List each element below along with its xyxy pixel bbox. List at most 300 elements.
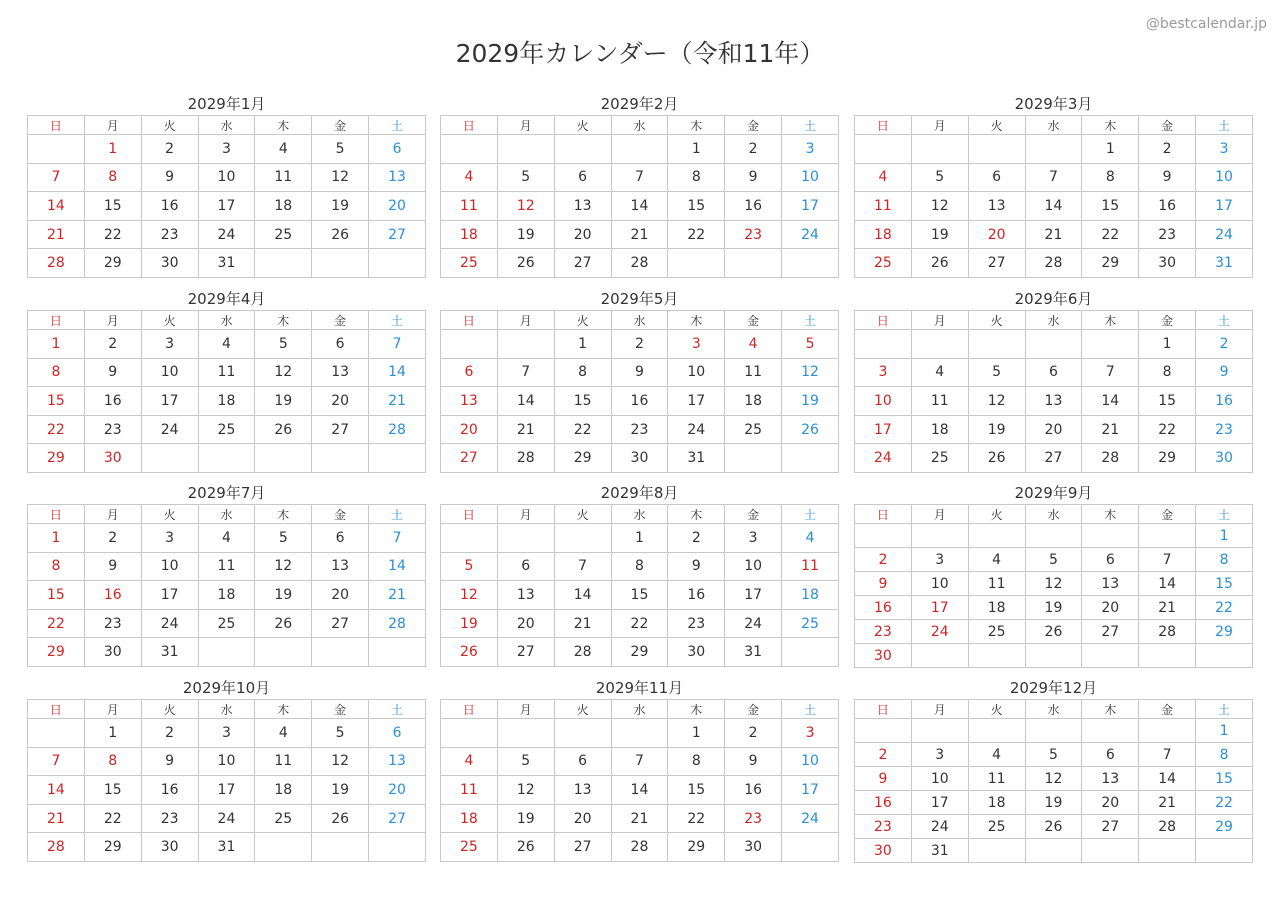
day-cell[interactable]: 16: [84, 581, 141, 610]
day-cell[interactable]: 15: [28, 387, 85, 416]
day-cell[interactable]: 21: [611, 220, 668, 249]
day-cell[interactable]: 28: [1082, 444, 1139, 473]
day-cell[interactable]: 23: [725, 220, 782, 249]
day-cell[interactable]: 18: [255, 776, 312, 805]
day-cell[interactable]: 30: [84, 638, 141, 667]
day-cell[interactable]: 21: [554, 609, 611, 638]
day-cell[interactable]: 7: [1139, 548, 1196, 572]
day-cell[interactable]: 20: [312, 581, 369, 610]
day-cell[interactable]: 23: [141, 804, 198, 833]
day-cell[interactable]: 25: [855, 249, 912, 278]
day-cell[interactable]: 7: [369, 330, 426, 359]
day-cell[interactable]: 15: [1139, 387, 1196, 416]
day-cell[interactable]: 26: [497, 249, 554, 278]
day-cell[interactable]: 15: [28, 581, 85, 610]
day-cell[interactable]: 14: [369, 552, 426, 581]
day-cell[interactable]: 21: [497, 415, 554, 444]
day-cell[interactable]: 16: [1139, 192, 1196, 221]
day-cell[interactable]: 22: [554, 415, 611, 444]
day-cell[interactable]: 11: [441, 776, 498, 805]
day-cell[interactable]: 26: [312, 220, 369, 249]
day-cell[interactable]: 5: [255, 330, 312, 359]
day-cell[interactable]: 26: [1025, 815, 1082, 839]
day-cell[interactable]: 8: [28, 358, 85, 387]
day-cell[interactable]: 7: [1025, 163, 1082, 192]
day-cell[interactable]: 19: [782, 387, 839, 416]
day-cell[interactable]: 31: [198, 249, 255, 278]
day-cell[interactable]: 6: [1082, 548, 1139, 572]
day-cell[interactable]: 14: [1082, 387, 1139, 416]
day-cell[interactable]: 15: [1082, 192, 1139, 221]
day-cell[interactable]: 25: [782, 609, 839, 638]
day-cell[interactable]: 12: [911, 192, 968, 221]
day-cell[interactable]: 27: [1025, 444, 1082, 473]
day-cell[interactable]: 28: [611, 833, 668, 862]
day-cell[interactable]: 4: [855, 163, 912, 192]
day-cell[interactable]: 22: [1082, 220, 1139, 249]
day-cell[interactable]: 9: [855, 572, 912, 596]
day-cell[interactable]: 18: [782, 581, 839, 610]
day-cell[interactable]: 22: [668, 804, 725, 833]
day-cell[interactable]: 9: [725, 163, 782, 192]
day-cell[interactable]: 9: [84, 552, 141, 581]
day-cell[interactable]: 26: [782, 415, 839, 444]
day-cell[interactable]: 28: [554, 638, 611, 667]
day-cell[interactable]: 19: [1025, 596, 1082, 620]
day-cell[interactable]: 3: [198, 719, 255, 748]
day-cell[interactable]: 16: [84, 387, 141, 416]
day-cell[interactable]: 31: [911, 839, 968, 863]
day-cell[interactable]: 3: [911, 548, 968, 572]
day-cell[interactable]: 18: [198, 581, 255, 610]
day-cell[interactable]: 3: [1196, 135, 1253, 164]
day-cell[interactable]: 23: [141, 220, 198, 249]
day-cell[interactable]: 16: [855, 791, 912, 815]
day-cell[interactable]: 24: [1196, 220, 1253, 249]
day-cell[interactable]: 18: [968, 596, 1025, 620]
day-cell[interactable]: 22: [28, 415, 85, 444]
day-cell[interactable]: 25: [441, 833, 498, 862]
day-cell[interactable]: 23: [725, 804, 782, 833]
day-cell[interactable]: 14: [28, 192, 85, 221]
day-cell[interactable]: 4: [441, 163, 498, 192]
day-cell[interactable]: 22: [84, 220, 141, 249]
day-cell[interactable]: 9: [668, 552, 725, 581]
day-cell[interactable]: 28: [497, 444, 554, 473]
day-cell[interactable]: 4: [198, 524, 255, 553]
day-cell[interactable]: 5: [312, 135, 369, 164]
day-cell[interactable]: 30: [668, 638, 725, 667]
day-cell[interactable]: 23: [668, 609, 725, 638]
day-cell[interactable]: 30: [855, 644, 912, 668]
day-cell[interactable]: 11: [255, 163, 312, 192]
day-cell[interactable]: 17: [911, 596, 968, 620]
day-cell[interactable]: 3: [911, 743, 968, 767]
day-cell[interactable]: 19: [911, 220, 968, 249]
day-cell[interactable]: 13: [497, 581, 554, 610]
day-cell[interactable]: 11: [968, 767, 1025, 791]
day-cell[interactable]: 9: [84, 358, 141, 387]
day-cell[interactable]: 29: [611, 638, 668, 667]
day-cell[interactable]: 2: [84, 330, 141, 359]
day-cell[interactable]: 14: [1139, 572, 1196, 596]
day-cell[interactable]: 6: [497, 552, 554, 581]
day-cell[interactable]: 31: [141, 638, 198, 667]
day-cell[interactable]: 11: [198, 358, 255, 387]
day-cell[interactable]: 17: [855, 415, 912, 444]
day-cell[interactable]: 21: [1025, 220, 1082, 249]
day-cell[interactable]: 31: [198, 833, 255, 862]
day-cell[interactable]: 31: [1196, 249, 1253, 278]
day-cell[interactable]: 1: [84, 719, 141, 748]
day-cell[interactable]: 2: [855, 548, 912, 572]
day-cell[interactable]: 18: [725, 387, 782, 416]
day-cell[interactable]: 7: [1139, 743, 1196, 767]
day-cell[interactable]: 11: [441, 192, 498, 221]
day-cell[interactable]: 6: [554, 747, 611, 776]
day-cell[interactable]: 8: [84, 163, 141, 192]
day-cell[interactable]: 17: [1196, 192, 1253, 221]
day-cell[interactable]: 22: [1196, 791, 1253, 815]
day-cell[interactable]: 12: [497, 776, 554, 805]
day-cell[interactable]: 25: [968, 620, 1025, 644]
day-cell[interactable]: 2: [855, 743, 912, 767]
day-cell[interactable]: 21: [1082, 415, 1139, 444]
day-cell[interactable]: 7: [611, 747, 668, 776]
day-cell[interactable]: 19: [968, 415, 1025, 444]
day-cell[interactable]: 27: [369, 220, 426, 249]
day-cell[interactable]: 26: [1025, 620, 1082, 644]
day-cell[interactable]: 19: [1025, 791, 1082, 815]
day-cell[interactable]: 27: [1082, 620, 1139, 644]
day-cell[interactable]: 19: [497, 220, 554, 249]
day-cell[interactable]: 30: [84, 444, 141, 473]
day-cell[interactable]: 18: [441, 220, 498, 249]
day-cell[interactable]: 2: [1196, 330, 1253, 359]
day-cell[interactable]: 11: [725, 358, 782, 387]
day-cell[interactable]: 7: [28, 163, 85, 192]
day-cell[interactable]: 25: [968, 815, 1025, 839]
day-cell[interactable]: 10: [198, 163, 255, 192]
day-cell[interactable]: 3: [141, 330, 198, 359]
day-cell[interactable]: 1: [84, 135, 141, 164]
day-cell[interactable]: 3: [855, 358, 912, 387]
day-cell[interactable]: 26: [255, 415, 312, 444]
day-cell[interactable]: 10: [198, 747, 255, 776]
day-cell[interactable]: 24: [782, 804, 839, 833]
day-cell[interactable]: 1: [28, 330, 85, 359]
day-cell[interactable]: 26: [312, 804, 369, 833]
day-cell[interactable]: 15: [84, 776, 141, 805]
day-cell[interactable]: 21: [369, 581, 426, 610]
day-cell[interactable]: 6: [369, 719, 426, 748]
day-cell[interactable]: 23: [1139, 220, 1196, 249]
day-cell[interactable]: 19: [497, 804, 554, 833]
day-cell[interactable]: 20: [968, 220, 1025, 249]
day-cell[interactable]: 21: [611, 804, 668, 833]
day-cell[interactable]: 23: [84, 609, 141, 638]
day-cell[interactable]: 16: [725, 776, 782, 805]
day-cell[interactable]: 17: [198, 776, 255, 805]
day-cell[interactable]: 3: [141, 524, 198, 553]
day-cell[interactable]: 8: [1196, 743, 1253, 767]
day-cell[interactable]: 5: [497, 747, 554, 776]
day-cell[interactable]: 9: [141, 747, 198, 776]
day-cell[interactable]: 20: [554, 220, 611, 249]
day-cell[interactable]: 19: [312, 192, 369, 221]
day-cell[interactable]: 16: [725, 192, 782, 221]
day-cell[interactable]: 27: [369, 804, 426, 833]
day-cell[interactable]: 7: [369, 524, 426, 553]
day-cell[interactable]: 20: [1025, 415, 1082, 444]
day-cell[interactable]: 14: [28, 776, 85, 805]
day-cell[interactable]: 11: [198, 552, 255, 581]
day-cell[interactable]: 7: [554, 552, 611, 581]
day-cell[interactable]: 4: [255, 135, 312, 164]
day-cell[interactable]: 24: [911, 620, 968, 644]
day-cell[interactable]: 17: [141, 387, 198, 416]
day-cell[interactable]: 6: [312, 524, 369, 553]
day-cell[interactable]: 10: [782, 747, 839, 776]
day-cell[interactable]: 17: [782, 192, 839, 221]
day-cell[interactable]: 2: [725, 135, 782, 164]
day-cell[interactable]: 28: [28, 249, 85, 278]
day-cell[interactable]: 19: [441, 609, 498, 638]
day-cell[interactable]: 8: [668, 163, 725, 192]
day-cell[interactable]: 13: [554, 776, 611, 805]
day-cell[interactable]: 13: [369, 747, 426, 776]
day-cell[interactable]: 8: [554, 358, 611, 387]
day-cell[interactable]: 10: [855, 387, 912, 416]
day-cell[interactable]: 24: [911, 815, 968, 839]
day-cell[interactable]: 10: [668, 358, 725, 387]
day-cell[interactable]: 1: [554, 330, 611, 359]
day-cell[interactable]: 18: [255, 192, 312, 221]
day-cell[interactable]: 3: [725, 524, 782, 553]
day-cell[interactable]: 14: [1025, 192, 1082, 221]
day-cell[interactable]: 18: [911, 415, 968, 444]
day-cell[interactable]: 20: [1082, 596, 1139, 620]
day-cell[interactable]: 2: [141, 135, 198, 164]
day-cell[interactable]: 5: [1025, 743, 1082, 767]
day-cell[interactable]: 1: [668, 135, 725, 164]
day-cell[interactable]: 4: [968, 743, 1025, 767]
day-cell[interactable]: 8: [84, 747, 141, 776]
day-cell[interactable]: 23: [84, 415, 141, 444]
day-cell[interactable]: 13: [968, 192, 1025, 221]
day-cell[interactable]: 6: [1025, 358, 1082, 387]
day-cell[interactable]: 27: [312, 415, 369, 444]
day-cell[interactable]: 13: [1082, 572, 1139, 596]
day-cell[interactable]: 30: [611, 444, 668, 473]
day-cell[interactable]: 3: [198, 135, 255, 164]
day-cell[interactable]: 29: [1082, 249, 1139, 278]
day-cell[interactable]: 2: [725, 719, 782, 748]
day-cell[interactable]: 14: [497, 387, 554, 416]
day-cell[interactable]: 17: [141, 581, 198, 610]
day-cell[interactable]: 19: [312, 776, 369, 805]
day-cell[interactable]: 12: [1025, 572, 1082, 596]
day-cell[interactable]: 27: [1082, 815, 1139, 839]
day-cell[interactable]: 28: [1139, 815, 1196, 839]
day-cell[interactable]: 12: [255, 358, 312, 387]
day-cell[interactable]: 1: [1082, 135, 1139, 164]
day-cell[interactable]: 29: [28, 444, 85, 473]
day-cell[interactable]: 1: [1139, 330, 1196, 359]
day-cell[interactable]: 22: [28, 609, 85, 638]
day-cell[interactable]: 25: [725, 415, 782, 444]
day-cell[interactable]: 29: [1196, 620, 1253, 644]
day-cell[interactable]: 8: [611, 552, 668, 581]
day-cell[interactable]: 18: [968, 791, 1025, 815]
day-cell[interactable]: 15: [1196, 767, 1253, 791]
day-cell[interactable]: 2: [141, 719, 198, 748]
day-cell[interactable]: 8: [1196, 548, 1253, 572]
day-cell[interactable]: 9: [725, 747, 782, 776]
day-cell[interactable]: 11: [911, 387, 968, 416]
day-cell[interactable]: 13: [554, 192, 611, 221]
day-cell[interactable]: 20: [554, 804, 611, 833]
day-cell[interactable]: 22: [84, 804, 141, 833]
day-cell[interactable]: 14: [1139, 767, 1196, 791]
day-cell[interactable]: 27: [968, 249, 1025, 278]
day-cell[interactable]: 15: [668, 192, 725, 221]
day-cell[interactable]: 14: [611, 192, 668, 221]
day-cell[interactable]: 20: [369, 776, 426, 805]
day-cell[interactable]: 21: [1139, 596, 1196, 620]
day-cell[interactable]: 30: [855, 839, 912, 863]
day-cell[interactable]: 6: [369, 135, 426, 164]
day-cell[interactable]: 10: [725, 552, 782, 581]
day-cell[interactable]: 4: [255, 719, 312, 748]
day-cell[interactable]: 5: [255, 524, 312, 553]
day-cell[interactable]: 9: [611, 358, 668, 387]
day-cell[interactable]: 14: [554, 581, 611, 610]
day-cell[interactable]: 25: [255, 804, 312, 833]
day-cell[interactable]: 7: [611, 163, 668, 192]
day-cell[interactable]: 27: [497, 638, 554, 667]
day-cell[interactable]: 6: [312, 330, 369, 359]
day-cell[interactable]: 19: [255, 581, 312, 610]
day-cell[interactable]: 28: [28, 833, 85, 862]
day-cell[interactable]: 22: [668, 220, 725, 249]
day-cell[interactable]: 10: [782, 163, 839, 192]
day-cell[interactable]: 24: [198, 804, 255, 833]
day-cell[interactable]: 9: [855, 767, 912, 791]
day-cell[interactable]: 27: [554, 833, 611, 862]
day-cell[interactable]: 14: [369, 358, 426, 387]
day-cell[interactable]: 7: [1082, 358, 1139, 387]
day-cell[interactable]: 16: [141, 776, 198, 805]
day-cell[interactable]: 29: [28, 638, 85, 667]
day-cell[interactable]: 24: [855, 444, 912, 473]
day-cell[interactable]: 3: [782, 719, 839, 748]
day-cell[interactable]: 12: [312, 163, 369, 192]
day-cell[interactable]: 11: [968, 572, 1025, 596]
day-cell[interactable]: 25: [198, 415, 255, 444]
day-cell[interactable]: 12: [968, 387, 1025, 416]
day-cell[interactable]: 2: [84, 524, 141, 553]
day-cell[interactable]: 4: [782, 524, 839, 553]
day-cell[interactable]: 23: [611, 415, 668, 444]
day-cell[interactable]: 28: [369, 415, 426, 444]
day-cell[interactable]: 28: [369, 609, 426, 638]
day-cell[interactable]: 25: [198, 609, 255, 638]
day-cell[interactable]: 17: [198, 192, 255, 221]
day-cell[interactable]: 15: [611, 581, 668, 610]
day-cell[interactable]: 5: [782, 330, 839, 359]
day-cell[interactable]: 10: [141, 358, 198, 387]
day-cell[interactable]: 27: [554, 249, 611, 278]
day-cell[interactable]: 5: [911, 163, 968, 192]
day-cell[interactable]: 2: [611, 330, 668, 359]
day-cell[interactable]: 18: [855, 220, 912, 249]
day-cell[interactable]: 3: [668, 330, 725, 359]
day-cell[interactable]: 4: [725, 330, 782, 359]
day-cell[interactable]: 4: [441, 747, 498, 776]
day-cell[interactable]: 5: [1025, 548, 1082, 572]
day-cell[interactable]: 16: [668, 581, 725, 610]
day-cell[interactable]: 26: [497, 833, 554, 862]
day-cell[interactable]: 4: [198, 330, 255, 359]
day-cell[interactable]: 12: [312, 747, 369, 776]
day-cell[interactable]: 13: [1025, 387, 1082, 416]
day-cell[interactable]: 30: [141, 833, 198, 862]
day-cell[interactable]: 1: [1196, 719, 1253, 743]
day-cell[interactable]: 8: [1082, 163, 1139, 192]
day-cell[interactable]: 30: [141, 249, 198, 278]
day-cell[interactable]: 3: [782, 135, 839, 164]
day-cell[interactable]: 15: [1196, 572, 1253, 596]
day-cell[interactable]: 19: [255, 387, 312, 416]
day-cell[interactable]: 17: [782, 776, 839, 805]
day-cell[interactable]: 20: [312, 387, 369, 416]
day-cell[interactable]: 30: [1139, 249, 1196, 278]
day-cell[interactable]: 9: [1139, 163, 1196, 192]
day-cell[interactable]: 10: [1196, 163, 1253, 192]
day-cell[interactable]: 7: [28, 747, 85, 776]
day-cell[interactable]: 13: [441, 387, 498, 416]
day-cell[interactable]: 24: [141, 609, 198, 638]
day-cell[interactable]: 26: [968, 444, 1025, 473]
day-cell[interactable]: 18: [441, 804, 498, 833]
day-cell[interactable]: 6: [968, 163, 1025, 192]
day-cell[interactable]: 17: [668, 387, 725, 416]
day-cell[interactable]: 30: [1196, 444, 1253, 473]
day-cell[interactable]: 1: [28, 524, 85, 553]
day-cell[interactable]: 20: [1082, 791, 1139, 815]
day-cell[interactable]: 15: [554, 387, 611, 416]
day-cell[interactable]: 26: [255, 609, 312, 638]
day-cell[interactable]: 5: [441, 552, 498, 581]
day-cell[interactable]: 11: [855, 192, 912, 221]
day-cell[interactable]: 18: [198, 387, 255, 416]
day-cell[interactable]: 22: [1196, 596, 1253, 620]
day-cell[interactable]: 7: [497, 358, 554, 387]
day-cell[interactable]: 11: [255, 747, 312, 776]
day-cell[interactable]: 6: [1082, 743, 1139, 767]
day-cell[interactable]: 16: [611, 387, 668, 416]
day-cell[interactable]: 28: [611, 249, 668, 278]
day-cell[interactable]: 23: [855, 620, 912, 644]
day-cell[interactable]: 24: [198, 220, 255, 249]
day-cell[interactable]: 12: [1025, 767, 1082, 791]
day-cell[interactable]: 31: [668, 444, 725, 473]
day-cell[interactable]: 12: [255, 552, 312, 581]
day-cell[interactable]: 13: [1082, 767, 1139, 791]
day-cell[interactable]: 13: [312, 552, 369, 581]
day-cell[interactable]: 29: [668, 833, 725, 862]
